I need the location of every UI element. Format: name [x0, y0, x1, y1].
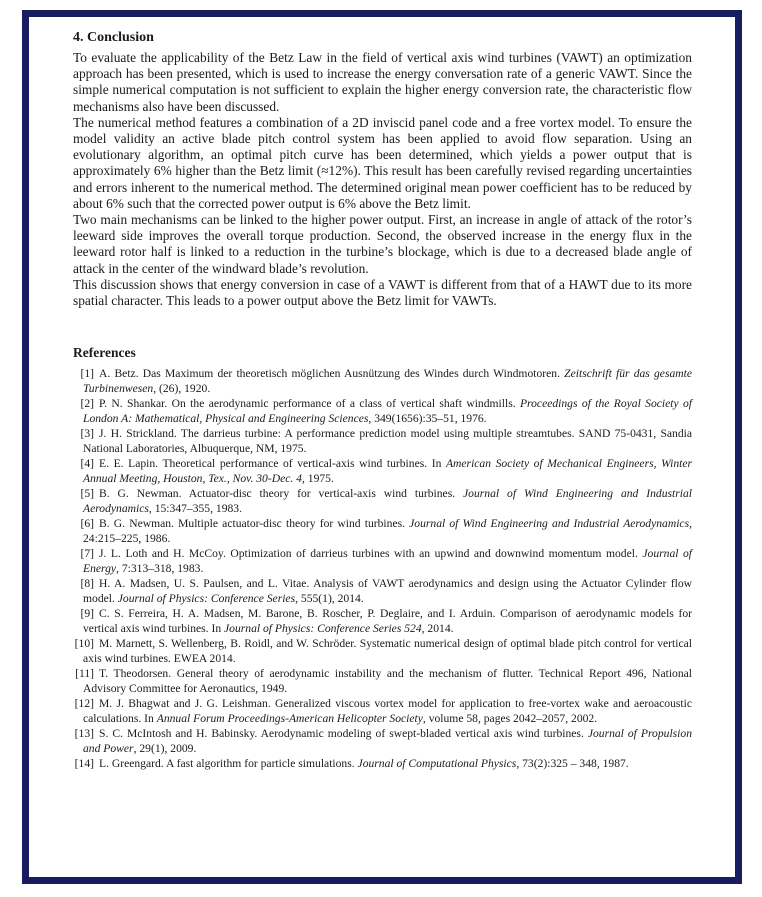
- reference-text: M. J. Bhagwat and J. G. Leishman. Generalized viscous vortex model for application to free-vortex wake and aeroacoustic calculations. In: [83, 697, 692, 726]
- reference-text: , volume 58, pages 2042–2057, 2002.: [422, 712, 598, 726]
- reference-text: J. H. Strickland. The darrieus turbine: A performance prediction model using multiple streamtubes. SAND 75-0431, Sandia National Laboratories, Albuquerque, NM, 1975.: [83, 427, 692, 456]
- reference-venue: American Society of Mechanical Engineers, Winter Annual Meeting, Houston, Tex., Nov. 30-Dec. 4: [83, 457, 692, 486]
- reference-item: [73, 606, 692, 636]
- reference-item: [73, 426, 692, 456]
- conclusion-body: [73, 50, 692, 309]
- reference-text: B. G. Newman. Actuator-disc theory for vertical-axis wind turbines.: [99, 487, 464, 501]
- reference-item: [73, 696, 692, 726]
- reference-item: [73, 726, 692, 756]
- conclusion-paragraph: The numerical method features a combination of a 2D inviscid panel code and a free vortex model. To ensure the model validity an active blade pitch control system has been applied to avoid flow separation. Using an evolutionary algorithm, an optimal pitch curve has been determined, which yields a power output that is approximately 6% higher than the Betz limit (≈12%). This result has been carefully revised regarding uncertainties and errors inherent to the numerical method. The determined original mean power coefficient has to be reduced by about 6% such that the corrected power output is 6% above the Betz limit.: [73, 114, 692, 211]
- reference-list: [73, 366, 692, 771]
- reference-label: [4]: [80, 457, 94, 471]
- reference-text: , 29(1), 2009.: [133, 742, 197, 756]
- reference-venue: Journal of Wind Engineering and Industrial Aerodynamics: [83, 487, 692, 516]
- reference-label: [13]: [74, 727, 94, 741]
- references-section: [73, 345, 692, 771]
- reference-venue: Journal of Propulsion and Power: [83, 727, 692, 756]
- reference-venue: Journal of Physics: Conference Series 524: [224, 622, 422, 636]
- page-content: [29, 17, 735, 771]
- reference-label: [1]: [80, 367, 94, 381]
- conclusion-paragraph: This discussion shows that energy conversion in case of a VAWT is different from that of a HAWT due to its more spatial character. This leads to a power output above the Betz limit for VAWTs.: [73, 276, 692, 309]
- reference-text: E. E. Lapin. Theoretical performance of vertical-axis wind turbines. In: [99, 457, 446, 471]
- reference-item: [73, 516, 692, 546]
- reference-label: [2]: [80, 397, 94, 411]
- reference-label: [7]: [80, 547, 94, 561]
- reference-text: , 555(1), 2014.: [295, 592, 364, 606]
- reference-venue: Zeitschrift für das gesamte Turbinenwesen: [83, 367, 692, 396]
- reference-label: [12]: [74, 697, 94, 711]
- reference-label: [6]: [80, 517, 94, 531]
- reference-text: T. Theodorsen. General theory of aerodynamic instability and the mechanism of flutter. Technical Report 496, National Advisory Committee for Aeronautics, 1949.: [83, 667, 692, 696]
- reference-label: [11]: [75, 667, 94, 681]
- reference-text: C. S. Ferreira, H. A. Madsen, M. Barone, B. Roscher, P. Deglaire, and I. Arduin. Comparison of aerodynamic models for vertical axis wind turbines. In: [83, 607, 692, 636]
- paper-page: [22, 10, 742, 884]
- reference-text: , 2014.: [421, 622, 454, 636]
- reference-text: , 24:215–225, 1986.: [83, 517, 692, 546]
- conclusion-heading: 4. Conclusion: [73, 30, 154, 45]
- reference-label: [3]: [80, 427, 94, 441]
- reference-venue: Proceedings of the Royal Society of London A: Mathematical, Physical and Engineering Sciences: [83, 397, 693, 426]
- reference-text: J. L. Loth and H. McCoy. Optimization of darrieus turbines with an upwind and downwind momentum model.: [99, 547, 643, 561]
- reference-item: [73, 366, 692, 396]
- conclusion-paragraph: Two main mechanisms can be linked to the higher power output. First, an increase in angle of attack of the rotor’s leeward side improves the overall torque production. Second, the observed increase in the energy flux in the leeward rotor half is linked to a reduction in the turbine’s blockage, which is due to a decreased blade angle of attack in the center of the windward blade’s revolution.: [73, 212, 692, 276]
- reference-text: H. A. Madsen, U. S. Paulsen, and L. Vitae. Analysis of VAWT aerodynamics and design using the Actuator Cylinder flow model.: [83, 577, 692, 606]
- reference-venue: Journal of Energy: [83, 547, 692, 576]
- reference-text: P. N. Shankar. On the aerodynamic performance of a class of vertical shaft windmills.: [99, 397, 520, 411]
- reference-label: [5]: [80, 487, 94, 501]
- reference-item: [73, 546, 692, 576]
- reference-item: [73, 486, 692, 516]
- reference-text: L. Greengard. A fast algorithm for particle simulations.: [99, 757, 358, 771]
- reference-item: [73, 756, 692, 771]
- reference-text: M. Marnett, S. Wellenberg, B. Roidl, and W. Schröder. Systematic numerical design of optimal blade pitch control for vertical axis wind turbines. EWEA 2014.: [83, 637, 692, 666]
- reference-text: B. G. Newman. Multiple actuator-disc theory for wind turbines.: [99, 517, 410, 531]
- reference-item: [73, 396, 692, 426]
- reference-label: [8]: [80, 577, 94, 591]
- reference-item: [73, 636, 692, 666]
- reference-item: [73, 576, 692, 606]
- reference-item: [73, 456, 692, 486]
- reference-text: , 73(2):325 – 348, 1987.: [516, 757, 629, 771]
- reference-text: , 349(1656):35–51, 1976.: [368, 412, 487, 426]
- reference-text: , 15:347–355, 1983.: [148, 502, 242, 516]
- reference-venue: Journal of Wind Engineering and Industrial Aerodynamics: [409, 517, 690, 531]
- reference-text: , 1975.: [301, 472, 334, 486]
- reference-venue: Journal of Physics: Conference Series: [117, 592, 296, 606]
- reference-text: , (26), 1920.: [153, 382, 211, 396]
- reference-label: [10]: [74, 637, 94, 651]
- reference-label: [9]: [80, 607, 94, 621]
- reference-text: S. C. McIntosh and H. Babinsky. Aerodynamic modeling of swept-bladed vertical axis wind turbines.: [99, 727, 588, 741]
- reference-item: [73, 666, 692, 696]
- reference-text: A. Betz. Das Maximum der theoretisch möglichen Ausnützung des Windes durch Windmotoren.: [99, 367, 565, 381]
- conclusion-paragraph: To evaluate the applicability of the Betz Law in the field of vertical axis wind turbines (VAWT) an optimization approach has been presented, which is used to increase the energy conversation rate of a generic VAWT. Since the simple numerical computation is not sufficient to explain the higher energy conversion rate, the characteristic flow mechanisms also have been discussed.: [73, 50, 692, 114]
- reference-label: [14]: [74, 757, 94, 771]
- reference-text: , 7:313–318, 1983.: [116, 562, 204, 576]
- reference-venue: Annual Forum Proceedings-American Helicopter Society: [156, 712, 423, 726]
- references-heading: References: [73, 345, 136, 361]
- reference-venue: Journal of Computational Physics: [357, 757, 517, 771]
